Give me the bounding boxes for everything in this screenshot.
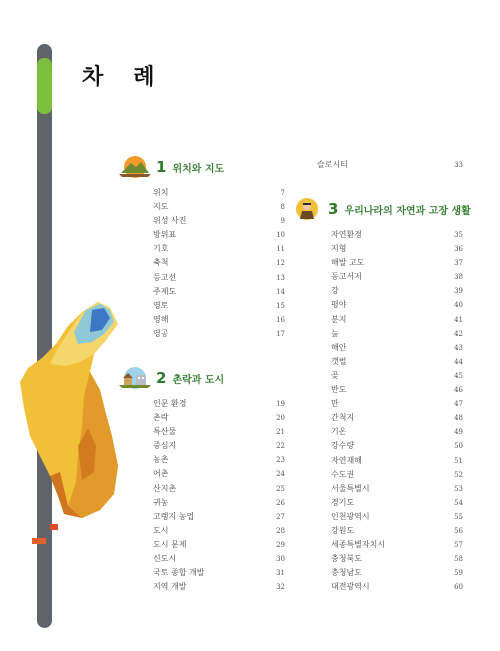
toc-item[interactable]: 경기도 54 [331, 497, 463, 507]
toc-item[interactable]: 고랭지 농업 27 [153, 511, 285, 521]
toc-item[interactable]: 국토 종합 개발 31 [153, 568, 285, 578]
mountain-icon [118, 155, 152, 179]
toc-item[interactable]: 위치 7 [153, 188, 285, 197]
korea-map-illustration [20, 296, 130, 546]
toc-item[interactable]: 곶 45 [331, 370, 463, 380]
toc-item[interactable]: 등고선 13 [153, 272, 285, 282]
toc-item[interactable]: 평야 40 [331, 300, 463, 310]
section-3-number: 3 [328, 200, 339, 218]
toc-item[interactable]: 축척 12 [153, 258, 285, 268]
section-3-list [331, 228, 463, 594]
toc-item[interactable]: 자연환경 35 [331, 230, 463, 239]
section-2-heading[interactable] [118, 366, 224, 390]
toc-item[interactable]: 신도시 30 [153, 554, 285, 564]
section-2-list [153, 397, 285, 594]
toc-item[interactable]: 방위표 10 [153, 230, 285, 240]
toc-item[interactable]: 주제도 14 [153, 286, 285, 296]
section-1-list [153, 186, 285, 341]
toc-item[interactable]: 지역 개발 32 [153, 582, 285, 592]
toc-item[interactable]: 위성 사진 9 [153, 216, 285, 226]
toc-item[interactable]: 귀농 26 [153, 497, 285, 507]
section-1-title: 위치와 지도 [172, 163, 225, 175]
toc-item[interactable]: 갯벌 44 [331, 356, 463, 366]
village-icon [118, 366, 152, 390]
toc-item[interactable]: 산지촌 25 [153, 483, 285, 493]
toc-item[interactable]: 인천광역시 55 [331, 511, 463, 521]
toc-item[interactable]: 영토 15 [153, 300, 285, 310]
toc-item[interactable]: 만 47 [331, 399, 463, 409]
toc-item[interactable]: 간척지 48 [331, 413, 463, 423]
section-2-title: 촌락과 도시 [172, 374, 225, 386]
toc-item[interactable]: 영공 17 [153, 328, 285, 338]
toc-item[interactable]: 어촌 24 [153, 469, 285, 479]
toc-item[interactable]: 영해 16 [153, 314, 285, 324]
toc-item-slowcity[interactable]: 슬로시티 33 [317, 160, 463, 169]
toc-item[interactable]: 분지 41 [331, 314, 463, 324]
toc-item[interactable]: 강수량 50 [331, 441, 463, 451]
toc-item[interactable]: 도시 28 [153, 525, 285, 535]
toc-item[interactable]: 반도 46 [331, 385, 463, 395]
toc-item[interactable]: 대전광역시 60 [331, 582, 463, 592]
toc-item[interactable]: 촌락 20 [153, 413, 285, 423]
toc-item[interactable]: 도시 문제 29 [153, 539, 285, 549]
toc-item[interactable]: 충청북도 58 [331, 554, 463, 564]
section-3-heading[interactable] [290, 197, 471, 221]
toc-item[interactable]: 해발 고도 37 [331, 258, 463, 268]
toc-item[interactable]: 지도 8 [153, 202, 285, 212]
person-icon [290, 197, 324, 221]
toc-item[interactable]: 인문 환경 19 [153, 399, 285, 408]
toc-item[interactable]: 강원도 56 [331, 525, 463, 535]
side-bar-highlight [37, 58, 52, 114]
toc-item[interactable]: 서울특별시 53 [331, 483, 463, 493]
toc-item[interactable]: 동고서저 38 [331, 272, 463, 282]
toc-item[interactable]: 중심지 22 [153, 441, 285, 451]
toc-item[interactable]: 자연재해 51 [331, 455, 463, 465]
section-2-number: 2 [156, 369, 167, 387]
toc-item[interactable]: 충청남도 59 [331, 568, 463, 578]
title-char-2: 례 [133, 65, 155, 90]
page-title [82, 60, 155, 91]
section-1-heading[interactable] [118, 155, 224, 179]
toc-item[interactable]: 농촌 23 [153, 455, 285, 465]
toc-item[interactable]: 해안 43 [331, 342, 463, 352]
toc-item[interactable]: 강 39 [331, 286, 463, 296]
toc-item[interactable]: 기호 11 [153, 244, 285, 254]
toc-item[interactable]: 특산물 21 [153, 427, 285, 437]
toc-item[interactable]: 기온 49 [331, 427, 463, 437]
section-3-title: 우리나라의 자연과 고장 생활 [344, 205, 471, 217]
toc-item[interactable]: 늪 42 [331, 328, 463, 338]
toc-item[interactable]: 세종특별자치시 57 [331, 540, 463, 550]
toc-item[interactable]: 수도권 52 [331, 469, 463, 479]
toc-item[interactable]: 지형 36 [331, 244, 463, 254]
title-char-1: 차 [82, 65, 104, 90]
section-1-number: 1 [156, 158, 167, 176]
